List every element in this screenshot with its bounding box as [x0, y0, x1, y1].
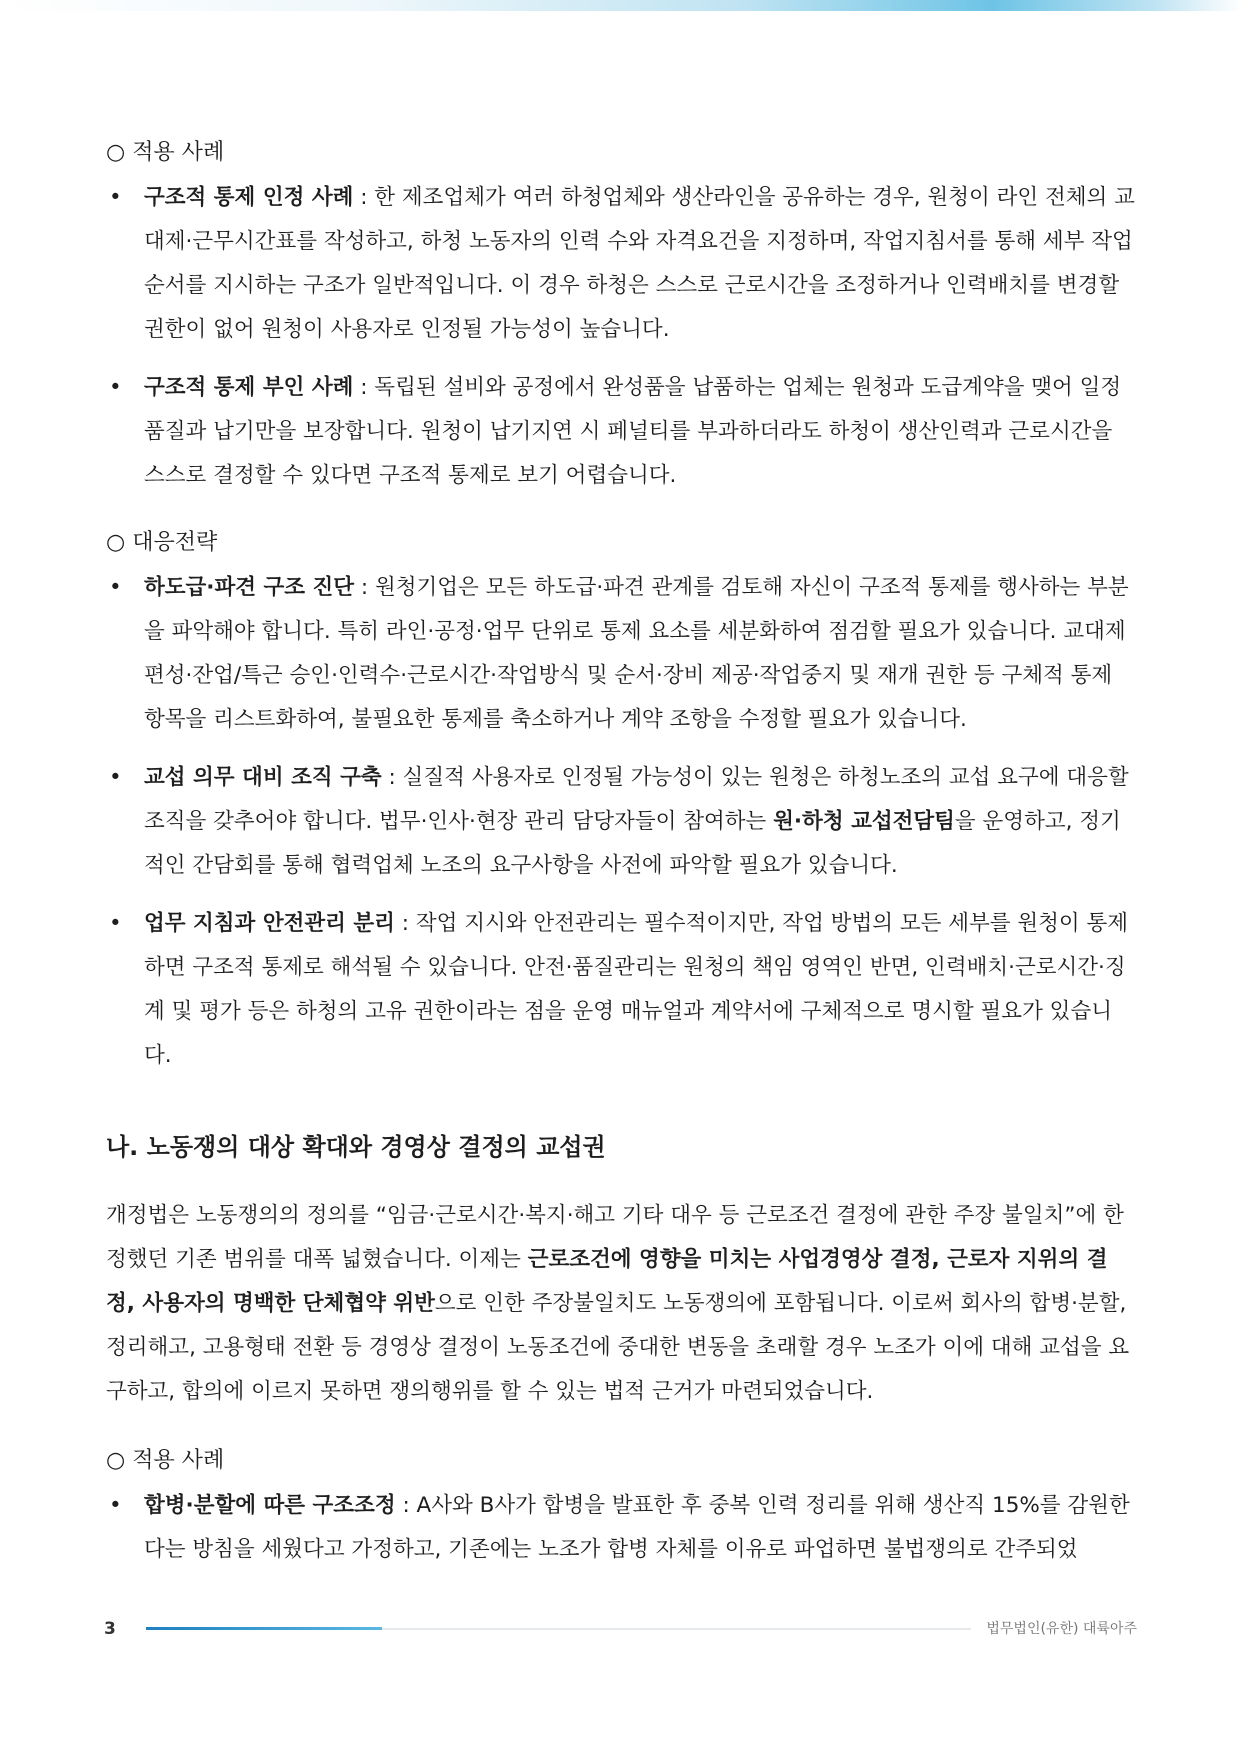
list-item — [106, 176, 1136, 352]
top-gradient-bar — [0, 0, 1241, 11]
item-title: 구조적 통제 부인 사례 — [144, 375, 354, 400]
application-cases-list — [106, 176, 1136, 498]
bullet-icon: • — [109, 375, 122, 400]
bullet-icon: • — [109, 1493, 122, 1518]
paragraph-text-continued: 으로 인한 주장불일치도 노동쟁의에 포함됩니다. 이로써 회사의 합병·분할, 정리해고, 고용형태 전환 등 경영상 결정이 노동조건에 중대한 변동을 초래할 경우 노조가 이에 대해 교섭을 요구하고, 합의에 이르지 못하면 쟁의행위를 할 수 있는 법적 근거가 마련되었습니다. — [106, 1291, 1130, 1404]
paragraph-text: 개정법은 노동쟁의의 정의를 “임금·근로시간·복지·해고 기타 대우 등 근로조건 결정에 관한 주장 불일치”에 한정했던 기존 범위를 대폭 넓혔습니다. 이제는 — [106, 1203, 1124, 1272]
page-number: 3 — [104, 1619, 116, 1639]
page-content — [106, 138, 1136, 1586]
list-item — [106, 902, 1136, 1078]
item-title: 하도급·파견 구조 진단 — [144, 575, 355, 600]
paragraph-emphasis: 근로조건에 영향을 미치는 사업경영상 결정, 근로자 지위의 결정, 사용자의 명백한 단체협약 위반 — [106, 1247, 1108, 1316]
item-text: : 원청기업은 모든 하도급·파견 관계를 검토해 자신이 구조적 통제를 행사하는 부분을 파악해야 합니다. 특히 라인·공정·업무 단위로 통제 요소를 세분화하여 점검할 필요가 있습니다. 교대제 편성·잔업/특근 승인·인력수·근로시간·작업방식 및 순서·장비 제공·작업중지 및 재개 권한 등 구체적 통제 항목을 리스트화하여, 불필요한 통제를 축소하거나 계약 조항을 수정할 필요가 있습니다. — [144, 575, 1129, 732]
item-emphasis: 원·하청 교섭전담팀 — [773, 809, 955, 834]
response-strategy-heading: ○ 대응전략 — [106, 530, 218, 555]
application-cases-heading: ○ 적용 사례 — [106, 140, 225, 165]
list-item — [106, 566, 1136, 742]
list-item — [106, 756, 1136, 888]
footer-firm-name: 법무법인(유한) 대륙아주 — [986, 1621, 1137, 1637]
application-cases-heading-2: ○ 적용 사례 — [106, 1448, 225, 1473]
item-text: : 작업 지시와 안전관리는 필수적이지만, 작업 방법의 모든 세부를 원청이 통제하면 구조적 통제로 해석될 수 있습니다. 안전·품질관리는 원청의 책임 영역인 반면, 인력배치·근로시간·징계 및 평가 등은 하청의 고유 권한이라는 점을 운영 매뉴얼과 계약서에 구체적으로 명시할 필요가 있습니다. — [144, 911, 1129, 1068]
bullet-icon: • — [109, 911, 122, 936]
bullet-icon: • — [109, 765, 122, 790]
section-paragraph — [106, 1194, 1136, 1414]
item-text-continued: 을 운영하고, 정기적인 간담회를 통해 협력업체 노조의 요구사항을 사전에 파악할 필요가 있습니다. — [144, 809, 1121, 878]
application-cases-list-2 — [106, 1484, 1136, 1572]
bullet-icon: • — [109, 575, 122, 600]
item-text: : 독립된 설비와 공정에서 완성품을 납품하는 업체는 원청과 도급계약을 맺어 일정 품질과 납기만을 보장합니다. 원청이 납기지연 시 페널티를 부과하더라도 하청이 생산인력과 근로시간을 스스로 결정할 수 있다면 구조적 통제로 보기 어렵습니다. — [144, 375, 1122, 488]
item-title: 업무 지침과 안전관리 분리 — [144, 911, 395, 936]
item-title: 합병·분할에 따른 구조조정 — [144, 1493, 396, 1518]
item-text: : 실질적 사용자로 인정될 가능성이 있는 원청은 하청노조의 교섭 요구에 대응할 조직을 갖추어야 합니다. 법무·인사·현장 관리 담당자들이 참여하는 — [144, 765, 1129, 834]
item-title: 교섭 의무 대비 조직 구축 — [144, 765, 382, 790]
item-text: : 한 제조업체가 여러 하청업체와 생산라인을 공유하는 경우, 원청이 라인 전체의 교대제·근무시간표를 작성하고, 하청 노동자의 인력 수와 자격요건을 지정하며, 작업지침서를 통해 세부 작업순서를 지시하는 구조가 일반적입니다. 이 경우 하청은 스스로 근로시간을 조정하거나 인력배치를 변경할 권한이 없어 원청이 사용자로 인정될 가능성이 높습니다. — [144, 185, 1135, 342]
response-strategy-list — [106, 566, 1136, 1078]
list-item — [106, 366, 1136, 498]
section-title: 나. 노동쟁의 대상 확대와 경영상 결정의 교섭권 — [106, 1133, 606, 1161]
bullet-icon: • — [109, 185, 122, 210]
item-title: 구조적 통제 인정 사례 — [144, 185, 354, 210]
list-item — [106, 1484, 1136, 1572]
item-text: : A사와 B사가 합병을 발표한 후 중복 인력 정리를 위해 생산직 15%를 감원한다는 방침을 세웠다고 가정하고, 기존에는 노조가 합병 자체를 이유로 파업하면 불법쟁의로 간주되었 — [144, 1493, 1130, 1562]
footer-divider-accent — [146, 1627, 382, 1630]
